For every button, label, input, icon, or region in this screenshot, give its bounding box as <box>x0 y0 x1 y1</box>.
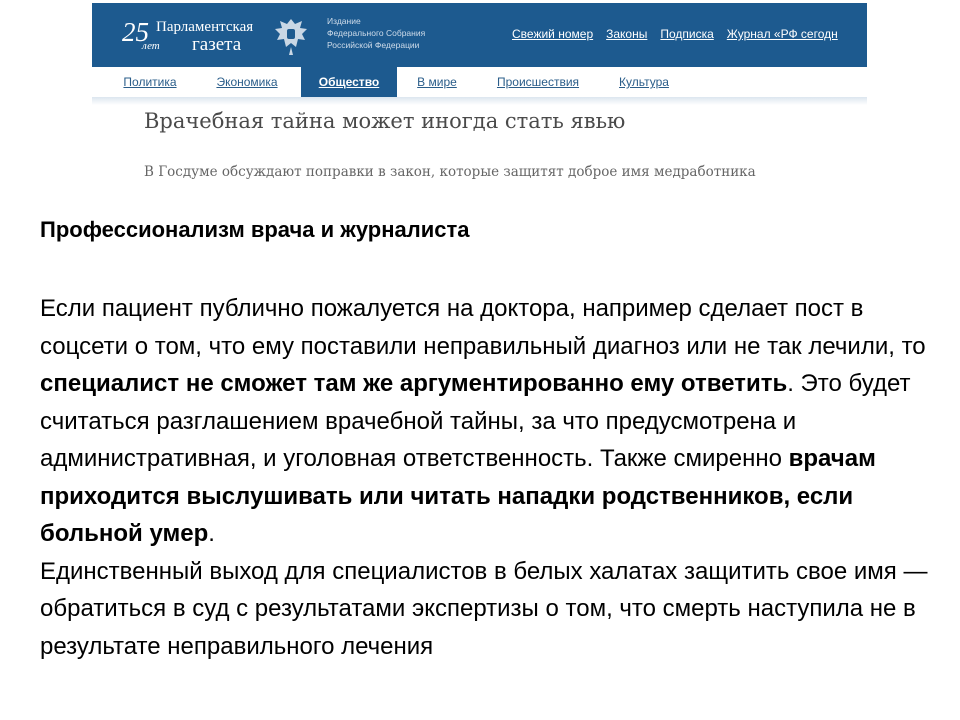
publisher-caption: Издание Федерального Собрания Российской Федерации <box>327 16 426 50</box>
nav-subscription[interactable]: Подписка <box>660 27 714 41</box>
tab-culture[interactable]: Культура <box>619 75 669 89</box>
slide-heading: Профессионализм врача и журналиста <box>40 217 470 242</box>
logo-title-line1: Парламентская <box>156 19 254 35</box>
site-logo[interactable] <box>122 15 322 59</box>
slide-body <box>40 290 945 665</box>
nav-latest-issue[interactable]: Свежий номер <box>512 27 594 41</box>
coat-of-arms-icon <box>272 15 310 59</box>
section-tabs <box>92 67 867 97</box>
tab-world[interactable]: В мире <box>417 75 457 89</box>
logo-anniversary-years: лет <box>142 40 160 52</box>
nav-magazine[interactable]: Журнал «РФ сегодн <box>726 27 838 41</box>
top-navigation <box>512 27 838 41</box>
paragraph-1-text: . <box>208 520 215 547</box>
tab-politics[interactable]: Политика <box>123 75 177 89</box>
paragraph-1-text: . Это будет считаться разглашением врачебной тайны, за что предусмотрена и административная, и уголовная ответственность. Также смиренно <box>40 370 911 472</box>
paragraph-1-emphasis-relatives: врачам приходится выслушивать или читать нападки родственников, если больной умер <box>40 445 876 547</box>
section-divider <box>92 97 867 105</box>
paragraph-1-text: Если пациент публично пожалуется на доктора, например сделает пост в соцсети о том, что ему поставили неправильный диагноз или не так лечили, то <box>40 295 926 360</box>
slide-paragraph-2: Единственный выход для специалистов в белых халатах защитить свое имя — обратиться в суд с результатами экспертизы о том, что смерть наступила не в результате неправильного лечения <box>40 557 928 660</box>
paragraph-1-emphasis-reply: специалист не сможет там же аргументированно ему ответить <box>40 370 788 397</box>
site-header <box>92 3 867 67</box>
nav-laws[interactable]: Законы <box>606 27 648 41</box>
logo-anniversary-number: 25 <box>122 17 149 47</box>
newspaper-screenshot <box>92 3 867 215</box>
tab-society[interactable]: Общество <box>301 67 397 97</box>
tab-incidents[interactable]: Происшествия <box>496 75 580 89</box>
slide-paragraph-1 <box>40 290 945 553</box>
article-lead: В Госдуме обсуждают поправки в закон, которые защитят доброе имя медработника <box>144 164 756 180</box>
logo-title-line2: газета <box>192 34 242 55</box>
tab-economy[interactable]: Экономика <box>216 75 278 89</box>
article-title: Врачебная тайна может иногда стать явью <box>144 109 626 133</box>
